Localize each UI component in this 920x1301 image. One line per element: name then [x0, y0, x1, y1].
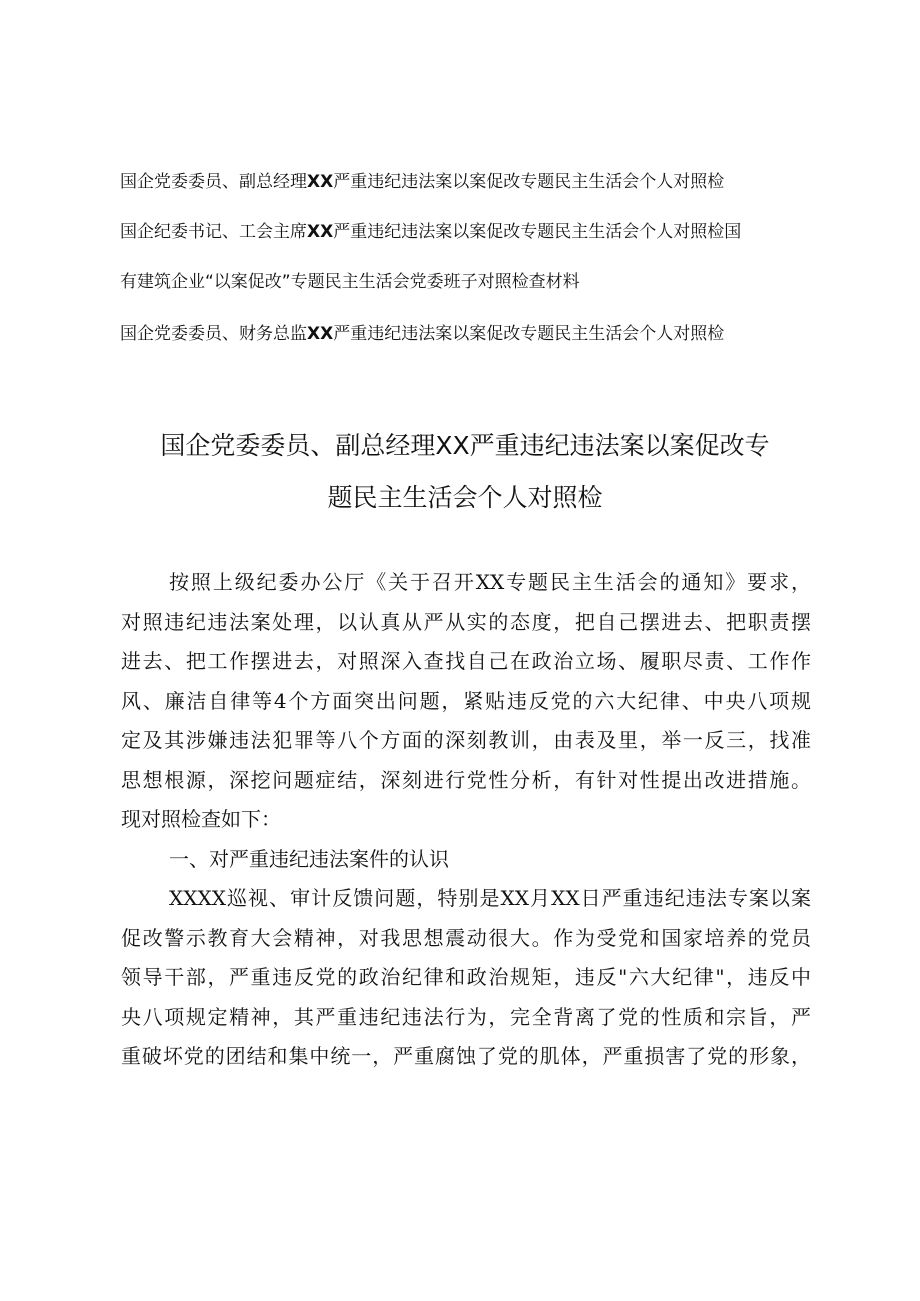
- paragraph-2-line: 促改警示教育大会精神，对我思想震动很大。作为受党和国家培养的党员: [121, 925, 811, 950]
- paragraph-1-line: 按照上级纪委办公厅《关于召开XX专题民主生活会的通知》要求，: [169, 570, 811, 594]
- title-line-1: 国企党委委员、副总经理XX严重违纪违法案以案促改专: [160, 431, 770, 460]
- section-heading-1: 一、对严重违纪违法案件的认识: [169, 846, 449, 871]
- document-body: [121, 563, 811, 1077]
- placeholder-name: XX: [307, 324, 334, 344]
- paragraph-1-line: 定及其涉嫌违法犯罪等八个方面的深刻教训，由表及里，举一反三，找准: [121, 728, 811, 752]
- title-line-2: 题民主生活会个人对照检: [327, 483, 603, 512]
- toc-item-2-continued[interactable]: 有建筑企业“以案促改”专题民主生活会党委班子对照检查材料: [120, 272, 580, 292]
- paragraph-1-line: 进去、把工作摆进去，对照深入查找自己在政治立场、履职尽责、工作作: [121, 649, 811, 673]
- paragraph-1-line: 现对照检查如下：: [121, 807, 281, 831]
- placeholder-name: XX: [307, 172, 334, 192]
- toc-item-2[interactable]: 国企纪委书记、工会主席XX严重违纪违法案以案促改专题民主生活会个人对照检国: [120, 222, 742, 242]
- paragraph-1-line: 思想根源，深挖问题症结，深刻进行党性分析，有针对性提出改进措施。: [121, 767, 811, 792]
- placeholder-name: XX: [307, 222, 334, 242]
- paragraph-1-line: 风、廉洁自律等4个方面突出问题，紧贴违反党的六大纪律、中央八项规: [121, 688, 811, 713]
- paragraph-2-line: 领导干部，严重违反党的政治纪律和政治规矩，违反"六大纪律"，违反中: [121, 965, 811, 989]
- paragraph-2-line: 重破坏党的团结和集中统一，严重腐蚀了党的肌体，严重损害了党的形象，: [121, 1044, 811, 1068]
- paragraph-2-line: XXXX巡视、审计反馈问题，特别是XX月XX日严重违纪违法专案以案: [169, 886, 811, 910]
- toc-item-3[interactable]: 国企党委委员、财务总监XX严重违纪违法案以案促改专题民主生活会个人对照检: [120, 324, 725, 344]
- toc-item-1[interactable]: 国企党委委员、副总经理XX严重违纪违法案以案促改专题民主生活会个人对照检: [120, 172, 725, 192]
- document-title: [120, 420, 810, 524]
- paragraph-1-line: 对照违纪违法案处理，以认真从严从实的态度，把自己摆进去、把职责摆: [121, 609, 811, 634]
- toc-list: [120, 172, 810, 344]
- paragraph-2-line: 央八项规定精神，其严重违纪违法行为，完全背离了党的性质和宗旨，严: [121, 1004, 811, 1029]
